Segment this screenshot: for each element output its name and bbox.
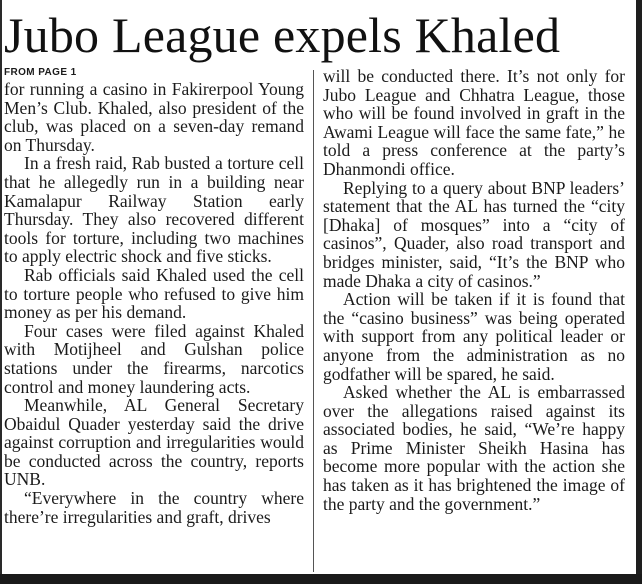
paragraph: Action will be taken if it is found that the “casino business” was being operated with support from any political leader or anyone from the administration as no godfather will be spared, he said.	[323, 289, 625, 384]
article-column-right	[323, 67, 625, 513]
paragraph: Asked whether the AL is embarrassed over the allegations raised against its associated bodies, he said, “We’re happy as Prime Minister Sheikh Hasina has become more popular with the action she has taken as it has brightened the image of the party and the government.”	[323, 382, 625, 514]
column-divider	[313, 70, 314, 572]
paragraph: Four cases were filed against Khaled with Motijheel and Gulshan police stations under the firearms, narcotics control and money laundering acts.	[4, 320, 304, 397]
clipping-right-edge	[636, 0, 642, 584]
paragraph: Rab officials said Khaled used the cell to torture people who refused to give him money as per his demand.	[4, 264, 304, 323]
jump-label: FROM PAGE 1	[4, 67, 77, 78]
article-column-left	[4, 67, 304, 526]
paragraph: In a fresh raid, Rab busted a torture cell that he allegedly run in a building near Kamalapur Railway Station early Thursday. They also recovered different tools for torture, including two machines to apply electric shock and five sticks.	[4, 153, 304, 267]
paragraph: “Everywhere in the country where there’re irregularities and graft, drives	[4, 488, 304, 527]
paragraph: Replying to a query about BNP leaders’ statement that the AL has turned the “city [Dhaka] of mosques” into a “city of casinos”, Quader, also road transport and bridges minister, said, “It’s the BNP who made Dhaka a city of casinos.”	[323, 177, 625, 291]
paragraph: Meanwhile, AL General Secretary Obaidul Quader yesterday said the drive against corruption and irregularities would be conducted across the country, reports UNB.	[4, 395, 304, 490]
headline: Jubo League expels Khaled	[4, 7, 561, 63]
clipping-bottom-edge	[0, 574, 642, 584]
clipping-left-border	[0, 0, 2, 584]
paragraph: for running a casino in Fakirerpool Young Men’s Club. Khaled, also president of the club, was placed on a seven-day remand on Thursday.	[4, 79, 304, 155]
paragraph: will be conducted there. It’s not only for Jubo League and Chhatra League, those who will be found involved in graft in the Awami League will face the same fate,” he told a press conference at the party’s Dhanmondi office.	[323, 66, 625, 179]
